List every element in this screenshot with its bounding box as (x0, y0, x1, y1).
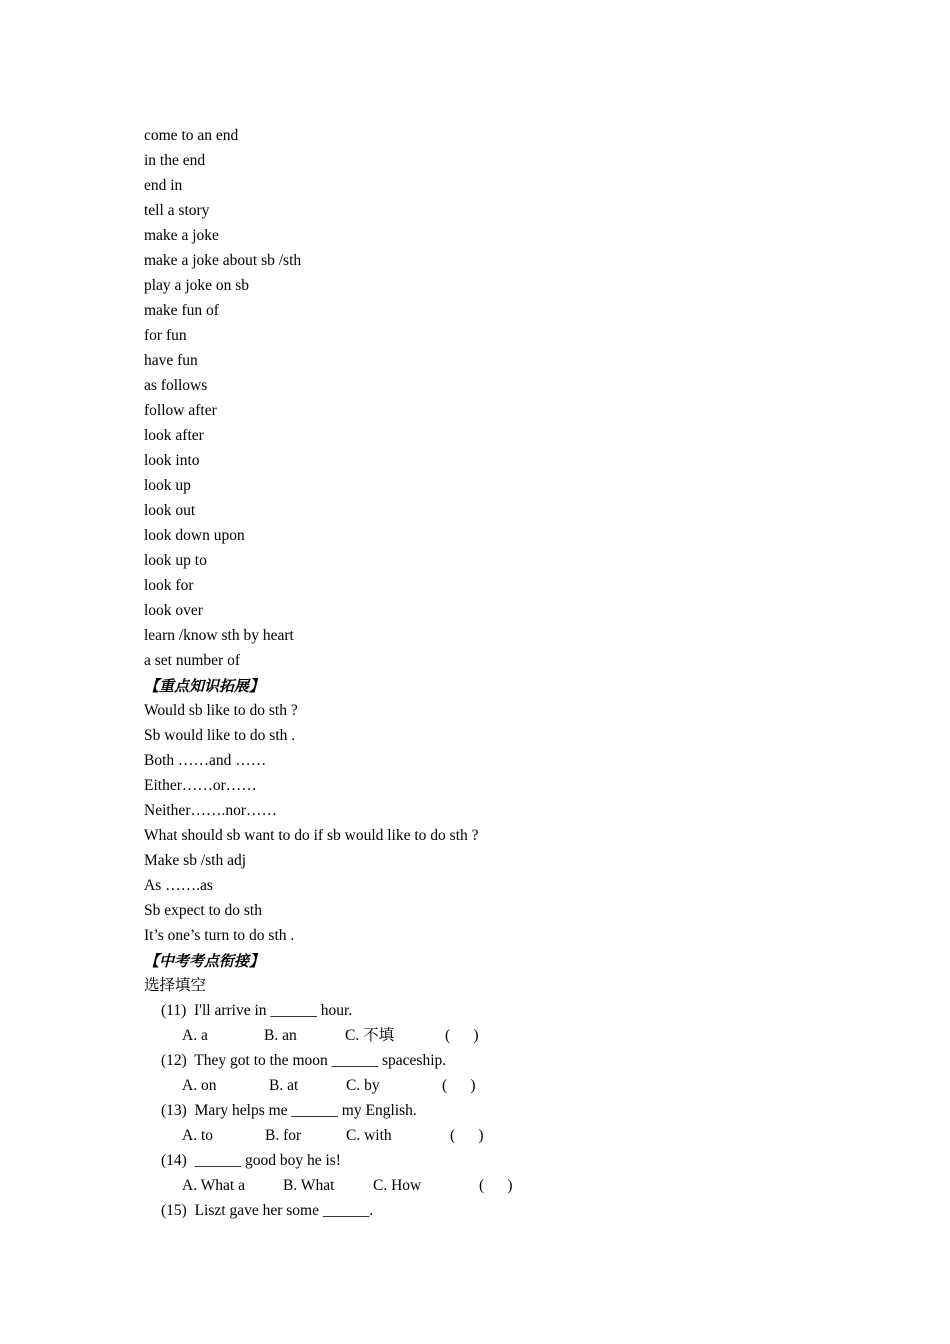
question-text: (12) They got to the moon ______ spaceship. (161, 1052, 447, 1069)
answer-blank: ( ) (450, 1127, 484, 1144)
question-text: (13) Mary helps me ______ my English. (161, 1102, 417, 1119)
phrase-line: look after (144, 427, 204, 444)
phrase-line: look up (144, 477, 191, 494)
key-point-line: Both ……and …… (144, 752, 267, 769)
answer-blank: ( ) (445, 1027, 479, 1044)
section-heading-exam: 【中考考点衔接】 (144, 952, 265, 970)
option-b: B. at (269, 1077, 299, 1094)
key-point-line: As …….as (144, 877, 213, 894)
phrase-line: have fun (144, 352, 198, 369)
key-point-line: It’s one’s turn to do sth . (144, 927, 295, 944)
question-text: (14) ______ good boy he is! (161, 1152, 341, 1169)
phrase-line: make a joke about sb /sth (144, 252, 302, 269)
phrase-line: for fun (144, 327, 187, 344)
option-c: C. with (346, 1127, 392, 1144)
key-point-line: What should sb want to do if sb would like to do sth ? (144, 827, 479, 844)
key-point-line: Sb would like to do sth . (144, 727, 296, 744)
option-c: C. by (346, 1077, 380, 1094)
answer-blank: ( ) (479, 1177, 513, 1194)
phrase-line: follow after (144, 402, 217, 419)
phrase-line: look up to (144, 552, 207, 569)
option-b: B. What (283, 1177, 335, 1194)
phrase-line: tell a story (144, 202, 210, 219)
phrase-line: make fun of (144, 302, 219, 319)
phrase-line: look into (144, 452, 200, 469)
phrase-line: play a joke on sb (144, 277, 250, 294)
answer-blank: ( ) (442, 1077, 476, 1094)
exercise-type-label: 选择填空 (144, 977, 207, 994)
option-a: A. a (182, 1027, 208, 1044)
phrase-line: a set number of (144, 652, 240, 669)
phrase-line: look over (144, 602, 203, 619)
option-a: A. to (182, 1127, 213, 1144)
option-c: C. How (373, 1177, 422, 1194)
phrase-line: learn /know sth by heart (144, 627, 294, 644)
option-b: B. for (265, 1127, 302, 1144)
option-c: C. 不填 (345, 1027, 395, 1044)
phrase-line: in the end (144, 152, 206, 169)
key-point-line: Neither…….nor…… (144, 802, 278, 819)
question-text: (11) I'll arrive in ______ hour. (161, 1002, 353, 1019)
option-a: A. on (182, 1077, 217, 1094)
key-point-line: Sb expect to do sth (144, 902, 262, 919)
key-point-line: Make sb /sth adj (144, 852, 247, 869)
phrase-line: end in (144, 177, 183, 194)
key-point-line: Either……or…… (144, 777, 257, 794)
phrase-line: look out (144, 502, 196, 519)
option-a: A. What a (182, 1177, 245, 1194)
phrase-line: look down upon (144, 527, 245, 544)
phrase-line: look for (144, 577, 194, 594)
question-text: (15) Liszt gave her some ______. (161, 1202, 374, 1219)
section-heading-key-knowledge: 【重点知识拓展】 (144, 677, 265, 695)
key-point-line: Would sb like to do sth ? (144, 702, 298, 719)
phrase-line: come to an end (144, 127, 239, 144)
phrase-line: make a joke (144, 227, 219, 244)
option-b: B. an (264, 1027, 297, 1044)
phrase-line: as follows (144, 377, 208, 394)
